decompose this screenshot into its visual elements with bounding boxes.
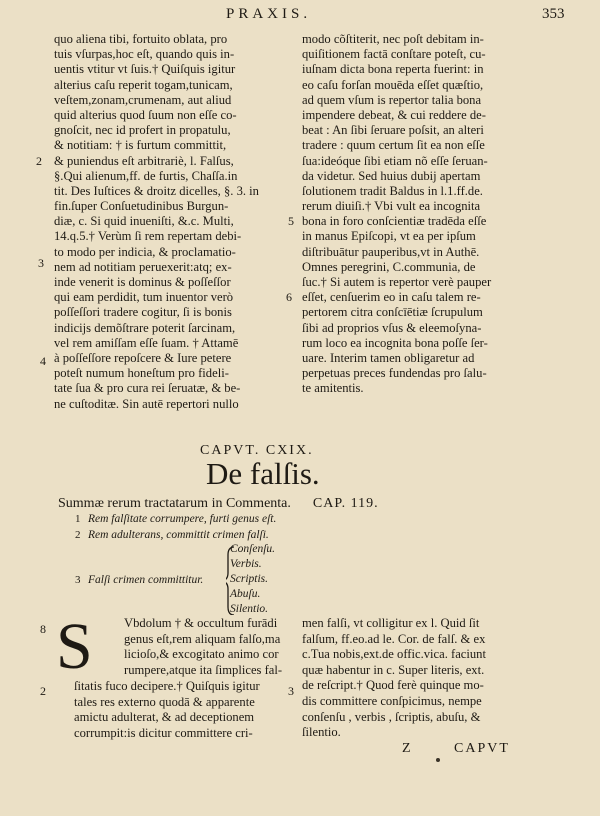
margin-number: 4 xyxy=(40,354,46,368)
text-line: c.Tua nobis,ext.de offic.vica. faciunt xyxy=(302,647,486,662)
text-column-left xyxy=(54,32,297,412)
text-line: to modo per indicia, & proclamatio- xyxy=(54,244,236,259)
text-line: quiſitionem factā conſtare poteſt, cu- xyxy=(302,47,486,62)
running-title: PRAXIS. xyxy=(226,6,312,22)
margin-number: 8 xyxy=(40,622,46,636)
text-line: amictu adulterat, & ad deceptionem xyxy=(74,710,255,725)
text-line: alterius caſu reperit togam,tunicam, xyxy=(54,77,233,92)
margin-number: 2 xyxy=(36,154,42,168)
topic-number: 1 xyxy=(75,513,81,525)
text-line: vel rem amiſſam eſſe ſuam. † Attamē xyxy=(54,335,239,350)
text-line: eo caſu forſan mouēda eſſet quæſtio, xyxy=(302,77,484,92)
text-line: indicijs demõſtrare poterit ſarcinam, xyxy=(54,320,236,335)
summary-text: Summæ rerum tractatarum in Commenta. xyxy=(58,496,291,511)
margin-number: 6 xyxy=(286,290,292,304)
text-line: de reſcript.† Quod ferè quinque mo- xyxy=(302,678,484,693)
body-column-right xyxy=(302,616,534,741)
text-line: perpetuas preces fundendas pro ſalu- xyxy=(302,366,487,381)
text-line: uentis vtitur vt ſuis.† Quiſquis igitur xyxy=(54,62,236,77)
text-line: iuſnam dicta bona reperta fuerint: in xyxy=(302,62,484,77)
topic-number: 2 xyxy=(75,529,81,541)
text-line: ſitatis fuco decipere.† Quiſquis igitur xyxy=(74,679,260,693)
text-line: ſolutionem tradit Baldus in l.1.ff.de. xyxy=(302,183,483,198)
text-line: eſſet, cenſuerim eo in caſu talem re- xyxy=(302,290,481,305)
text-line: in manus Epiſcopi, vt ea per ipſum xyxy=(302,229,476,244)
text-line: conſenſu , verbis , ſcriptis, abuſu, & xyxy=(302,709,481,724)
text-line: uare. Interim tamen obligaretur ad xyxy=(302,350,475,365)
text-line: qui eam perdidit, tum inuentor verò xyxy=(54,290,234,305)
text-line: ſuc.† Si autem is repertor verè pauper xyxy=(302,275,492,289)
topic-sub-item: Conſenſu. xyxy=(230,543,276,555)
text-line: diæ, c. Si quid inueniſti, &.c. Multi, xyxy=(54,214,234,229)
text-line: tuis vſurpas,hoc eſt, quando quis in- xyxy=(54,47,235,62)
margin-number: 2 xyxy=(40,684,46,698)
text-line: à poſſeſſore repoſcere & Iure petere xyxy=(54,350,232,365)
text-line: genus eſt,rem aliquam falſo,ma xyxy=(124,631,281,646)
topic-sub-item: Verbis. xyxy=(230,558,262,570)
text-line: men falſi, vt colligitur ex l. Quid ſit xyxy=(302,616,480,630)
text-line: quid alterius quod ſuum non eſſe co- xyxy=(54,107,237,122)
signature-mark: Z xyxy=(402,741,411,756)
text-line: Vbdolum † & occultum furādi xyxy=(124,616,278,630)
text-line: poteſt numum honeſtum pro fideli- xyxy=(54,366,229,381)
text-line: ſibi ad proprios vſus & eleemoſyna- xyxy=(302,320,482,335)
body-column-left-bottom xyxy=(74,679,296,741)
topic-sub-item: Abuſu. xyxy=(230,588,261,600)
text-line: inde venerit is dominus & poſſeſſor xyxy=(54,275,231,289)
text-line: poſſeſſori tradere cogitur, ſi is bonis xyxy=(54,305,232,320)
chapter-name: De falſis. xyxy=(206,456,320,491)
topic-item-1: Rem falſitate corrumpere, furti genus eſt. xyxy=(88,513,277,525)
text-line: licioſo,& excogitato animo cor xyxy=(124,647,279,662)
text-line: dis committere conſpicimus, nempe xyxy=(302,693,482,708)
text-line: diſtribuātur pauperibus,vt in Authē. xyxy=(302,244,480,259)
page-header xyxy=(0,4,600,32)
ink-dot xyxy=(436,758,440,762)
text-line: corrumpit:is dicitur committere cri- xyxy=(74,725,253,740)
text-column-right xyxy=(302,32,534,397)
text-line: bona in foro conſcientiæ tradēda eſſe xyxy=(302,214,487,229)
margin-number: 3 xyxy=(288,684,294,698)
text-line: rum loco ea incognita bona poſſe ſer- xyxy=(302,335,488,350)
text-line: ſilentio. xyxy=(302,725,341,740)
summary-line xyxy=(58,496,379,512)
text-line: & notitiam: † is furtum committit, xyxy=(54,138,227,153)
text-line: veſtem,zonam,crumenam, aut aliud xyxy=(54,92,232,107)
text-line: ſua:ideóque ſibi etiam nõ eſſe ſeruan- xyxy=(302,153,488,168)
topic-sub-item: Scriptis. xyxy=(230,573,269,585)
topic-item-2: Rem adulterans, committit crimen falſi. xyxy=(88,529,269,541)
text-line: §.Qui alienum,ff. de furtis, Chaſſa.in xyxy=(54,168,238,183)
text-line: ad quem vſum is repertor talia bona xyxy=(302,92,482,107)
text-line: gnoſcit, nec id profert in propatulu, xyxy=(54,123,231,138)
text-line: ne cuſtoditæ. Sin autē repertori nullo xyxy=(54,396,239,411)
text-line: fin.ſuper Conſuetudinibus Burgun- xyxy=(54,199,229,214)
text-line: quo aliena tibi, fortuito oblata, pro xyxy=(54,32,228,46)
body-column-left-top xyxy=(124,616,294,678)
drop-cap: S xyxy=(56,610,93,683)
text-line: quæ habentur in c. Super literis, ext. xyxy=(302,662,485,677)
topic-sub-item: Silentio. xyxy=(230,603,269,615)
text-line: Omnes peregrini, C.communia, de xyxy=(302,259,476,274)
text-line: 14.q.5.† Verùm ſi rem repertam debi- xyxy=(54,229,242,244)
text-line: tales res externo quodā & apparente xyxy=(74,694,255,709)
summary-cap-label: CAP. 119. xyxy=(312,496,379,511)
text-line: rumpere,atque ita ſimplices fal- xyxy=(124,662,283,677)
text-line: rerum diuiſi.† Vbi vult ea incognita xyxy=(302,199,481,214)
text-line: te amitentis. xyxy=(302,381,364,396)
text-line: da videtur. Sed huius dubij apertam xyxy=(302,168,481,183)
text-line: falſum, ff.eo.ad le. Cor. de falſ. & ex xyxy=(302,631,486,646)
page-number: 353 xyxy=(542,6,565,22)
margin-number: 3 xyxy=(38,256,44,270)
topic-item-3-lead: Falſi crimen committitur. xyxy=(88,574,204,586)
margin-number: 5 xyxy=(288,214,294,228)
topic-sublist xyxy=(230,542,275,617)
text-line: tate ſua & pro cura rei ſeruatæ, & be- xyxy=(54,381,241,396)
text-line: modo cõſtiterit, nec poſt debitam in- xyxy=(302,32,484,46)
catchword: CAPVT xyxy=(454,741,510,756)
chapter-title: CAPVT. CXIX. xyxy=(200,443,314,458)
topic-number: 3 xyxy=(75,574,81,586)
text-line: impendere debeat, & cui reddere de- xyxy=(302,107,486,122)
text-line: beat : An ſibi ſeruare poſsit, an alteri xyxy=(302,123,484,138)
text-line: tradere : quum certum ſit ea non eſſe xyxy=(302,138,485,153)
text-line: tit. Des Iuſtices & droitz dicelles, §. 3. in xyxy=(54,183,259,198)
text-line: nem ad notitiam peruexerit:atq; ex- xyxy=(54,259,232,274)
text-line: & puniendus eſt arbitrariè, l. Falſus, xyxy=(54,153,234,168)
text-line: pertorem citra conſcīētiæ ſcrupulum xyxy=(302,305,483,320)
